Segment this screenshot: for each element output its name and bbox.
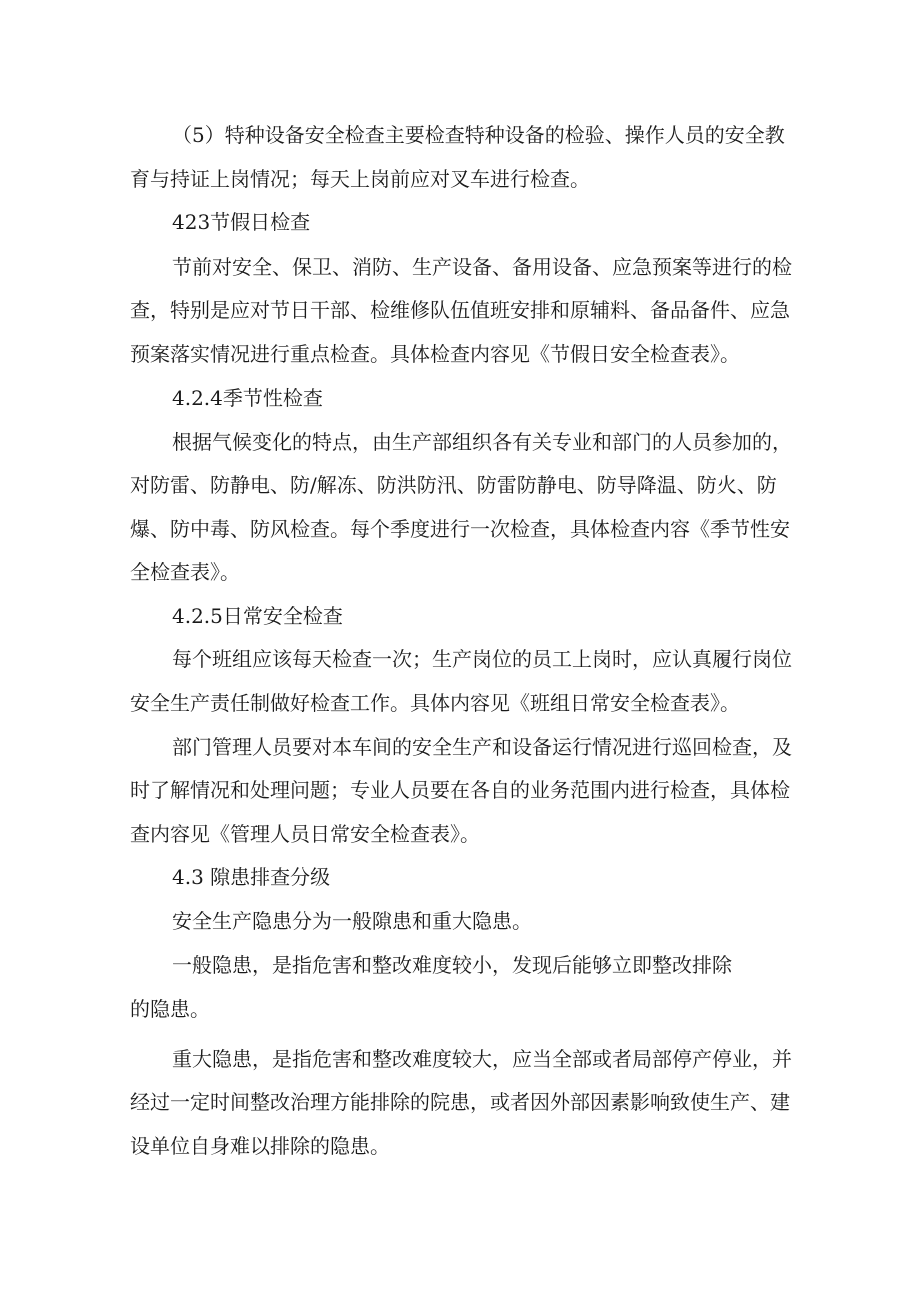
para-daily-team-line-1: 每个班组应该每天检查一次；生产岗位的员工上岗时，应认真履行岗位 xyxy=(172,647,792,671)
para-daily-team-line-2: 安全生产责任制做好检查工作。具体内容见《班组日常安全检查表》。 xyxy=(130,691,740,715)
para-daily-mgmt-line-1: 部门管理人员要对本车间的安全生产和设备运行情况进行巡回检查，及 xyxy=(172,735,792,759)
para-seasonal-line-3: 爆、防中毒、防风检查。每个季度进行一次检查，具体检查内容《季节性安 xyxy=(130,517,790,541)
para-major-line-1: 重大隐患，是指危害和整改难度较大，应当全部或者局部停产停业，并 xyxy=(172,1047,792,1071)
para-holiday-line-1: 节前对安全、保卫、消防、生产设备、备用设备、应急预案等进行的检 xyxy=(172,255,792,279)
heading-423: 423节假日检查 xyxy=(172,210,311,234)
para-5-line-2: 育与持证上岗情况；每天上岗前应对叉车进行检查。 xyxy=(130,167,590,191)
para-holiday-line-3: 预案落实情况进行重点检查。具体检查内容见《节假日安全检查表》。 xyxy=(130,342,740,366)
para-holiday-line-2: 查，特别是应对节日干部、检维修队伍值班安排和原辅料、备品备件、应急 xyxy=(130,298,790,322)
para-daily-mgmt-line-2: 时了解情况和处理问题；专业人员要在各自的业务范围内进行检查，具体检 xyxy=(130,778,790,802)
heading-425: 4.2.5日常安全检查 xyxy=(172,604,343,628)
para-daily-mgmt-line-3: 查内容见《管理人员日常安全检查表》。 xyxy=(130,822,480,846)
heading-424: 4.2.4季节性检查 xyxy=(172,386,323,410)
para-general-line-1: 一般隐患，是指危害和整改难度较小，发现后能够立即整改排除 xyxy=(172,953,732,977)
para-grading: 安全生产隐患分为一般隙患和重大隐患。 xyxy=(172,909,532,933)
para-5-line-1: （5）特种设备安全检查主要检查特种设备的检验、操作人员的安全教 xyxy=(172,123,785,147)
para-seasonal-line-4: 全检查表》。 xyxy=(130,560,240,584)
para-major-line-3: 设单位自身难以排除的隐患。 xyxy=(130,1134,390,1158)
para-seasonal-line-2: 对防雷、防静电、防/解冻、防洪防汛、防雷防静电、防导降温、防火、防 xyxy=(130,473,777,497)
para-general-line-2: 的隐患。 xyxy=(130,997,210,1021)
heading-43: 4.3 隙患排查分级 xyxy=(172,865,331,889)
para-seasonal-line-1: 根据气候变化的特点，由生产部组织各有关专业和部门的人员参加的， xyxy=(172,430,792,454)
para-major-line-2: 经过一定时间整改治理方能排除的院患，或者因外部因素影响致使生产、建 xyxy=(130,1090,790,1114)
